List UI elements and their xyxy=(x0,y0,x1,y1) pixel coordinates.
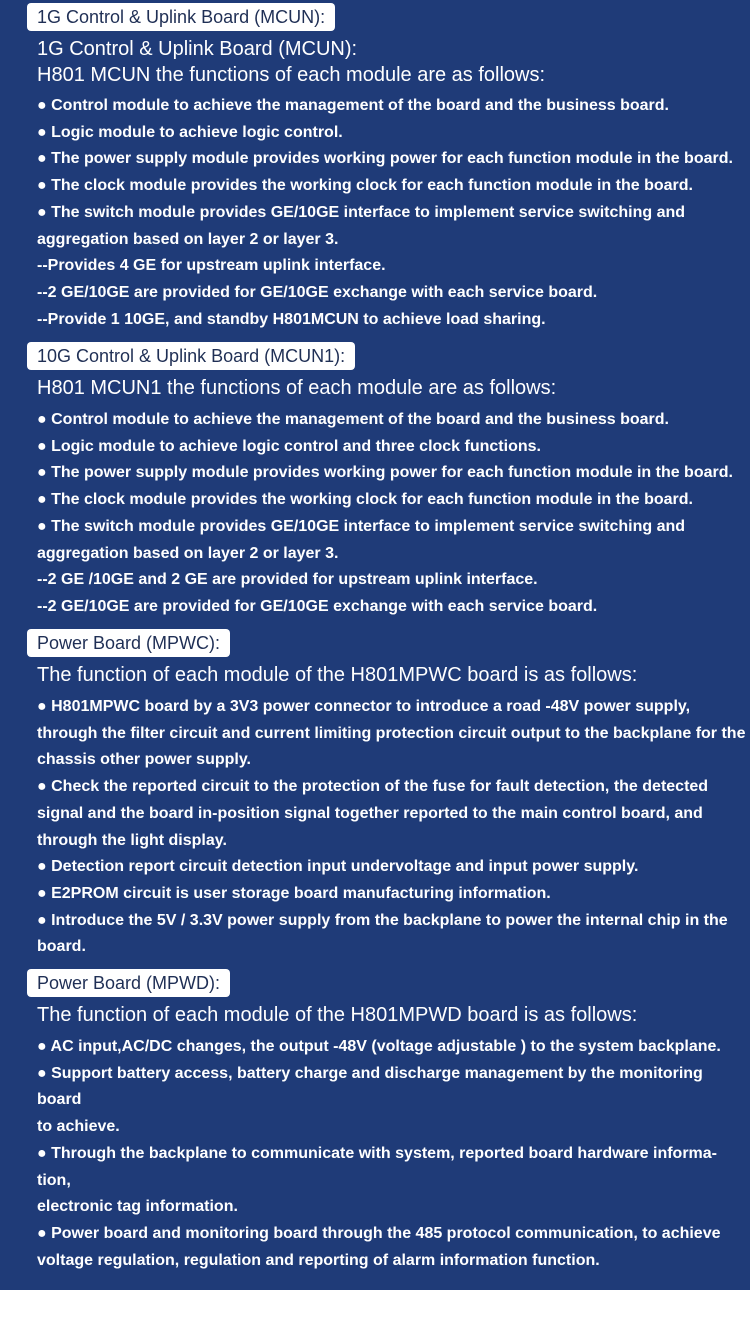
list-item: ● The clock module provides the working clock for each function module in the board. xyxy=(37,487,749,514)
list-item: aggregation based on layer 2 or layer 3. xyxy=(37,230,339,248)
section-tag-mcun: 1G Control & Uplink Board (MCUN): xyxy=(27,3,335,31)
section-body-mcun xyxy=(37,93,749,333)
list-item: board xyxy=(37,1091,82,1109)
list-item: ● Logic module to achieve logic control and three clock functions. xyxy=(37,434,749,461)
section-heading-mpwd: The function of each module of the H801MPWD board is as follows: xyxy=(37,1004,638,1026)
paragraph: ● Check the reported circuit to the protection of the fuse for fault detection, the detected signal and the board in-position signal together reported to the main control board, and through the light display. xyxy=(37,774,749,854)
list-item: --Provide 1 10GE, and standby H801MCUN to achieve load sharing. xyxy=(37,310,546,328)
section-heading-mpwc: The function of each module of the H801MPWC board is as follows: xyxy=(37,664,638,686)
section-body-mcun1 xyxy=(37,407,749,621)
list-item: ● Support battery access, battery charge and discharge management by the monitoring xyxy=(37,1061,749,1088)
list-item: ● The power supply module provides working power for each function module in the board. xyxy=(37,146,749,173)
paragraph: ● H801MPWC board by a 3V3 power connector to introduce a road -48V power supply, through the filter circuit and current limiting protection circuit output to the backplane for the chassis other power supply. xyxy=(37,694,749,774)
list-item: --2 GE/10GE are provided for GE/10GE exchange with each service board. xyxy=(37,283,598,301)
list-item: to achieve. xyxy=(37,1118,120,1136)
section-body-mpwd xyxy=(37,1034,749,1274)
list-item: --2 GE/10GE are provided for GE/10GE exchange with each service board. xyxy=(37,597,598,615)
section-heading-mcun1: H801 MCUN1 the functions of each module are as follows: xyxy=(37,377,557,399)
section-subheading-mcun: H801 MCUN the functions of each module are as follows: xyxy=(37,64,546,86)
paragraph: ● Detection report circuit detection input undervoltage and input power supply. xyxy=(37,854,749,881)
paragraph: ● E2PROM circuit is user storage board manufacturing information. xyxy=(37,881,749,908)
list-item: ● Power board and monitoring board through the 485 protocol communication, to achieve xyxy=(37,1221,749,1248)
list-item: ● Control module to achieve the management of the board and the business board. xyxy=(37,93,749,120)
list-item: electronic tag information. xyxy=(37,1198,238,1216)
list-item: --Provides 4 GE for upstream uplink interface. xyxy=(37,257,386,275)
list-item: voltage regulation, regulation and reporting of alarm information function. xyxy=(37,1251,600,1269)
list-item: ● Through the backplane to communicate with system, reported board hardware informa- xyxy=(37,1141,749,1168)
list-item: ● The switch module provides GE/10GE interface to implement service switching and xyxy=(37,200,749,227)
section-tag-mpwc: Power Board (MPWC): xyxy=(27,629,230,657)
section-tag-mcun1: 10G Control & Uplink Board (MCUN1): xyxy=(27,342,355,370)
list-item: ● The power supply module provides working power for each function module in the board. xyxy=(37,460,749,487)
section-tag-mpwd: Power Board (MPWD): xyxy=(27,969,230,997)
list-item: tion, xyxy=(37,1171,71,1189)
list-item: ● Control module to achieve the management of the board and the business board. xyxy=(37,407,749,434)
list-item: --2 GE /10GE and 2 GE are provided for upstream uplink interface. xyxy=(37,571,538,589)
list-item: ● The clock module provides the working clock for each function module in the board. xyxy=(37,173,749,200)
paragraph: ● Introduce the 5V / 3.3V power supply from the backplane to power the internal chip in the board. xyxy=(37,908,749,961)
list-item: aggregation based on layer 2 or layer 3. xyxy=(37,544,339,562)
section-body-mpwc xyxy=(37,694,749,961)
list-item: ● Logic module to achieve logic control. xyxy=(37,120,749,147)
list-item: ● AC input,AC/DC changes, the output -48V (voltage adjustable ) to the system backplane. xyxy=(37,1034,749,1061)
section-heading-mcun: 1G Control & Uplink Board (MCUN): xyxy=(37,38,358,60)
list-item: ● The switch module provides GE/10GE interface to implement service switching and xyxy=(37,514,749,541)
